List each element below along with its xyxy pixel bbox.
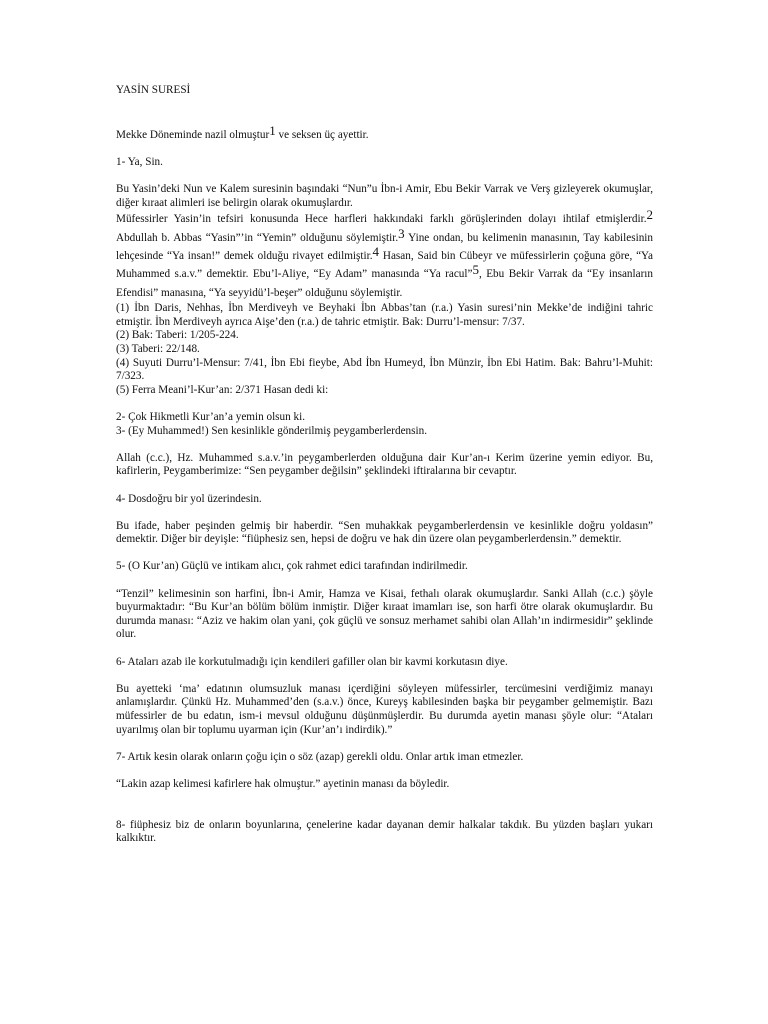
commentary-6: Bu ayetteki ‘ma’ edatının olumsuzluk manası içerdiğini söyleyen müfessirler, tercümesini verdiğimiz manayı anlamışlardır. Çünkü Hz. Muhammed’den (s.a.v.) önce, Kureyş kabilesinden başka bir peygamber gelmemiştir. Bazı müfessirler de bu edatın, ism-i mevsul olduğunu düşünmüşlerdir. Bu durumda ayetin manası şöyle olur: “Ataları uyarılmış olan bir toplumu uyarman için (Kur’an’ı indirdik).” <box>116 682 653 736</box>
commentary-1b-text: Müfessirler Yasin’in tefsiri konusunda Hece harfleri hakkındaki farklı görüşlerinden dolayı ihtilaf etmişlerdir. <box>116 213 647 226</box>
intro-paragraph <box>116 122 653 143</box>
commentary-1f-text: , Ebu Bekir Varrak da “Ey insanların Efendisi” manasına, “Ya seyyidü’l-beşer” olduğunu söylemiştir. <box>116 268 654 299</box>
intro-text: Mekke Döneminde nazil olmuştur <box>116 128 270 141</box>
footnote-2: (2) Bak: Taberi: 1/205-224. <box>116 329 239 342</box>
commentary-1e-text: Hasan, Said bin Cübeyr ve müfessirlerin çoğuna göre, “Ya Muhammed s.a.v.” demektir. Ebu’l-Aliye, “Ey Adam” manasında “Ya racul” <box>116 249 653 281</box>
commentary-7: “Lakin azap kelimesi kafirlere hak olmuştur.” ayetinin manası da böyledir. <box>116 777 450 790</box>
verse-3: 3- (Ey Muhammed!) Sen kesinlikle gönderilmiş peygamberlerdensin. <box>116 424 427 437</box>
footnote-3: (3) Taberi: 22/148. <box>116 342 200 355</box>
commentary-1a: Bu Yasin’deki Nun ve Kalem suresinin başındaki “Nun”u İbn-i Amir, Ebu Bekir Varrak ve Verş gizleyerek okumuşlar, diğer kıraat alimleri ise belirgin olarak okumuşlardır. <box>116 182 653 209</box>
footnote-1: (1) İbn Daris, Nehhas, İbn Merdiveyh ve Beyhaki İbn Abbas’tan (r.a.) Yasin suresi’nin Mekke’de indiğini tahric etmiştir. İbn Merdiveyh ayrıca Aişe’den (r.a.) de tahric etmiştir. Bak: Durru’l-mensur: 7/37. <box>116 302 653 328</box>
footnote-ref-4: 4 <box>372 243 380 259</box>
footnote-ref-1: 1 <box>269 122 276 138</box>
commentary-1c-text: Abdullah b. Abbas “Yasin”’in “Yemin” olduğunu söylemiştir. <box>116 231 399 244</box>
verse-6: 6- Ataları azab ile korkutulmadığı için kendileri gafiller olan bir kavmi korkutasın diye. <box>116 655 508 668</box>
footnote-ref-5: 5 <box>472 262 479 278</box>
commentary-1b <box>116 207 654 302</box>
document-page <box>116 84 653 846</box>
commentary-1d-text: Yine ondan, bu kelimenin manasının, Tay kabilesinin lehçesinde “Ya insan!” demek olduğu rivayet edilmiştir. <box>116 231 654 262</box>
verse-4: 4- Dosdoğru bir yol üzerindesin. <box>116 492 262 505</box>
commentary-4: Bu ifade, haber peşinden gelmiş bir haberdir. “Sen muhakkak peygamberlerdensin ve kesinlikle doğru yoldasın” demektir. Diğer bir deyişle: “fiüphesiz sen, hepsi de doğru ve hak din üzere olan peygamberlerdensin.” demektir. <box>116 519 653 546</box>
verse-2: 2- Çok Hikmetli Kur’an’a yemin olsun ki. <box>116 410 306 423</box>
commentary-5: “Tenzil” kelimesinin son harfini, İbn-i Amir, Hamza ve Kisai, fethalı olarak okumuşlardır. Sanki Allah (c.c.) şöyle buyurmaktadır: “Bu Kur’an bölüm bölüm inmiştir. Diğer kıraat imamları ise, son harfi ötre olarak okumuşlardır. Bu durumda manası: “Aziz ve hakim olan yani, çok güçlü ve sonsuz merhamet sahibi olan Allah’ın indirmesidir” şeklinde olur. <box>116 587 653 641</box>
footnote-4: (4) Suyuti Durru’l-Mensur: 7/41, İbn Ebi fieybe, Abd İbn Humeyd, İbn Münzir, İbn Ebi Hatim. Bak: Bahru’l-Muhit: 7/323. <box>116 356 653 383</box>
footnote-5: (5) Ferra Meani’l-Kur’an: 2/371 Hasan dedi ki: <box>116 383 329 396</box>
verse-5: 5- (O Kur’an) Güçlü ve intikam alıcı, çok rahmet edici tarafından indirilmedir. <box>116 560 468 573</box>
page-title: YASİN SURESİ <box>116 84 191 96</box>
verse-7: 7- Artık kesin olarak onların çoğu için o söz (azap) gerekli oldu. Onlar artık iman etmezler. <box>116 750 524 763</box>
verse-1: 1- Ya, Sin. <box>116 155 163 168</box>
footnote-ref-3: 3 <box>398 225 405 241</box>
intro-text-end: ve seksen üç ayettir. <box>275 128 369 141</box>
commentary-3: Allah (c.c.), Hz. Muhammed s.a.v.’in peygamberlerden olduğuna dair Kur’an-ı Kerim üzerine yemin ediyor. Bu, kafirlerin, Peygamberimize: “Sen peygamber değilsin” şeklindeki iftiralarına bir cevaptır. <box>116 451 653 478</box>
footnote-ref-2: 2 <box>646 207 653 223</box>
verse-8: 8- fiüphesiz biz de onların boyunlarına, çenelerine kadar dayanan demir halkalar takdık. Bu yüzden başları yukarı kalkıktır. <box>116 818 653 845</box>
